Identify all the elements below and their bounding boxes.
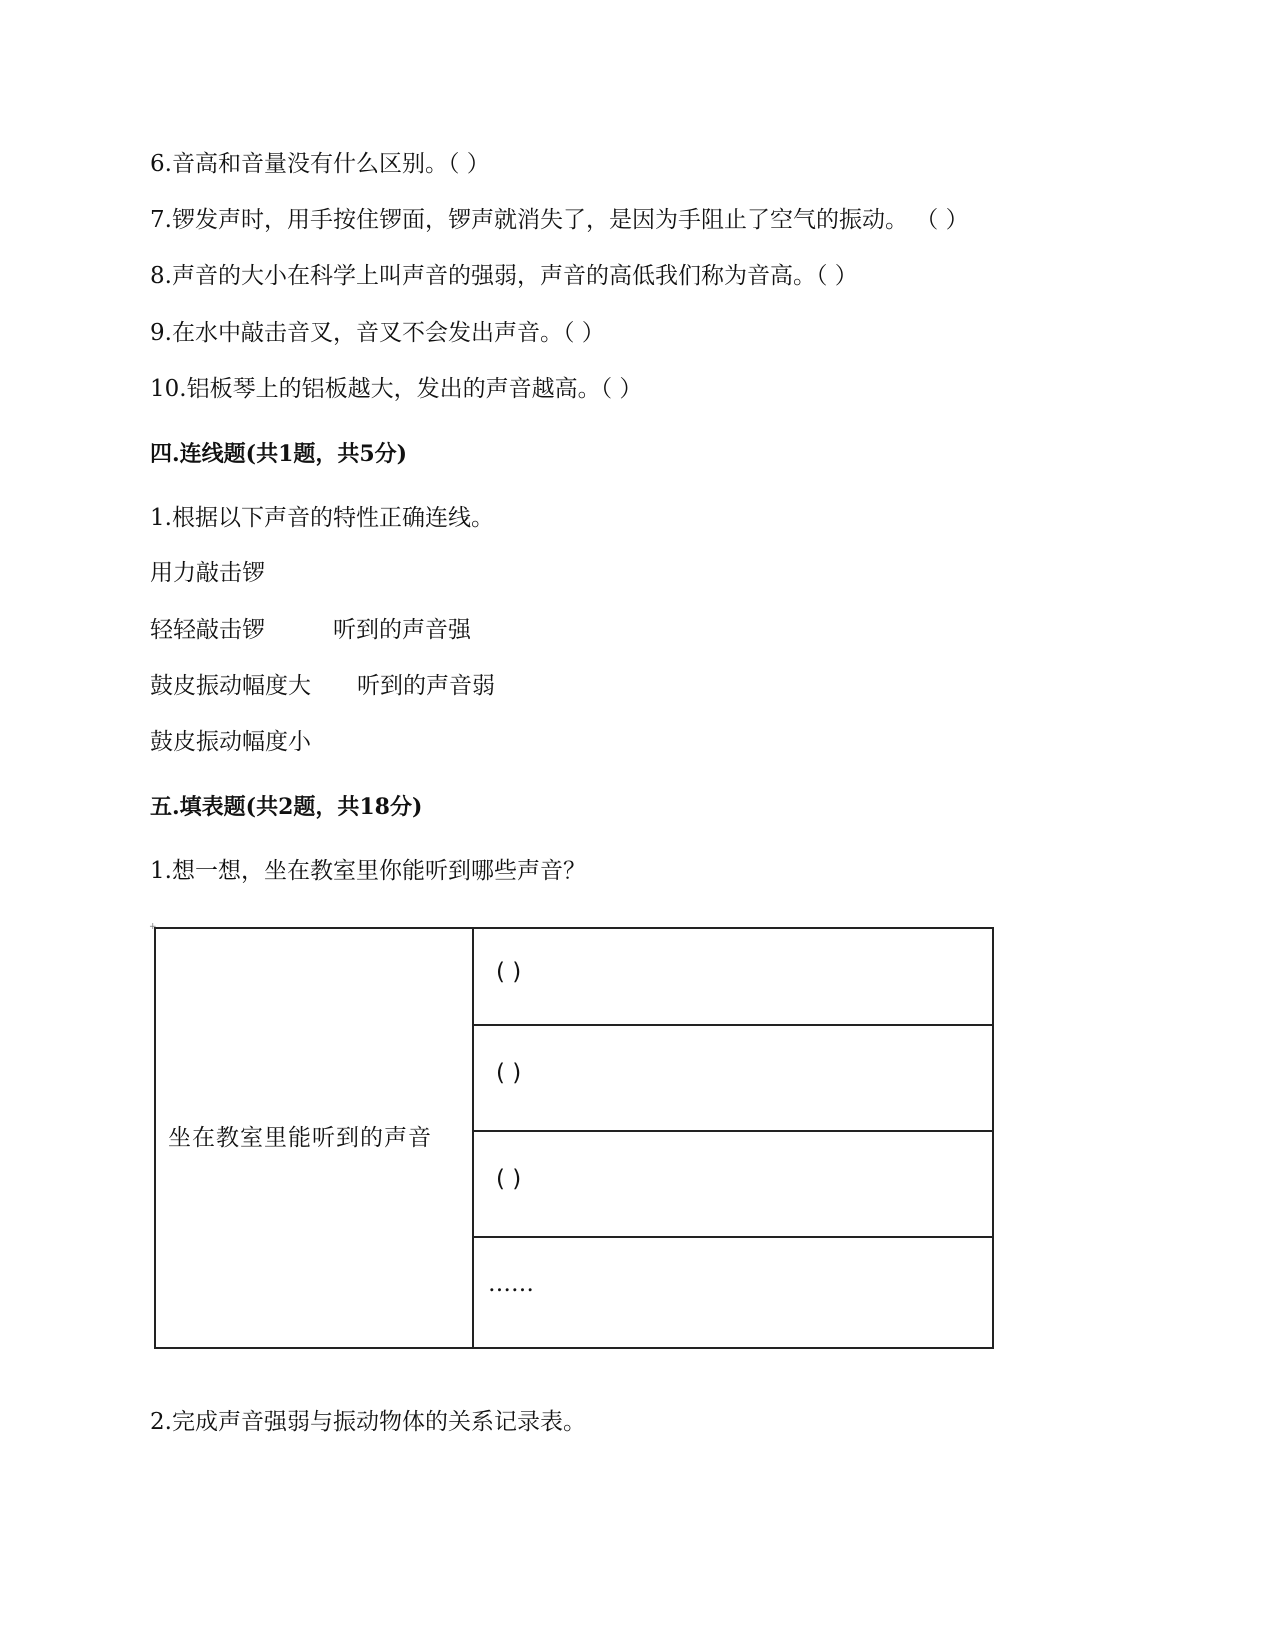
judgement-item-6: 6.音高和音量没有什么区别。（ ）	[150, 151, 490, 177]
match-left-item-3: 鼓皮振动幅度大	[150, 673, 311, 699]
match-left-item-1: 用力敲击锣	[150, 560, 265, 586]
table-blank-cell[interactable]: ( )	[473, 928, 993, 1025]
table-blank-cell[interactable]: ( )	[473, 1131, 993, 1237]
table-label-cell: 坐在教室里能听到的声音	[155, 928, 473, 1348]
section-5-heading: 五.填表题(共2题，共18分)	[150, 794, 423, 820]
judgement-item-8: 8.声音的大小在科学上叫声音的强弱，声音的高低我们称为音高。（ ）	[150, 263, 858, 289]
corner-mark: +	[149, 922, 157, 932]
match-right-item-2: 听到的声音弱	[357, 673, 495, 699]
section-5-question-1: 1.想一想，坐在教室里你能听到哪些声音？	[150, 858, 586, 884]
section-4-question: 1.根据以下声音的特性正确连线。	[150, 505, 494, 531]
table-blank-cell[interactable]: ( )	[473, 1025, 993, 1131]
table-ellipsis-cell[interactable]: ……	[473, 1237, 993, 1348]
judgement-item-7: 7.锣发声时，用手按住锣面，锣声就消失了，是因为手阻止了空气的振动。 （ ）	[150, 207, 969, 233]
judgement-item-9: 9.在水中敲击音叉，音叉不会发出声音。（ ）	[150, 320, 605, 346]
judgement-item-10: 10.铝板琴上的铝板越大，发出的声音越高。（ ）	[150, 376, 643, 402]
match-right-item-1: 听到的声音强	[333, 617, 471, 643]
match-left-item-2: 轻轻敲击锣	[150, 617, 265, 643]
section-5-question-2: 2.完成声音强弱与振动物体的关系记录表。	[150, 1409, 586, 1435]
section-4-heading: 四.连线题(共1题，共5分)	[150, 441, 408, 467]
sounds-table-wrap	[154, 927, 994, 1347]
sounds-table	[154, 927, 994, 1349]
match-left-item-4: 鼓皮振动幅度小	[150, 729, 311, 755]
